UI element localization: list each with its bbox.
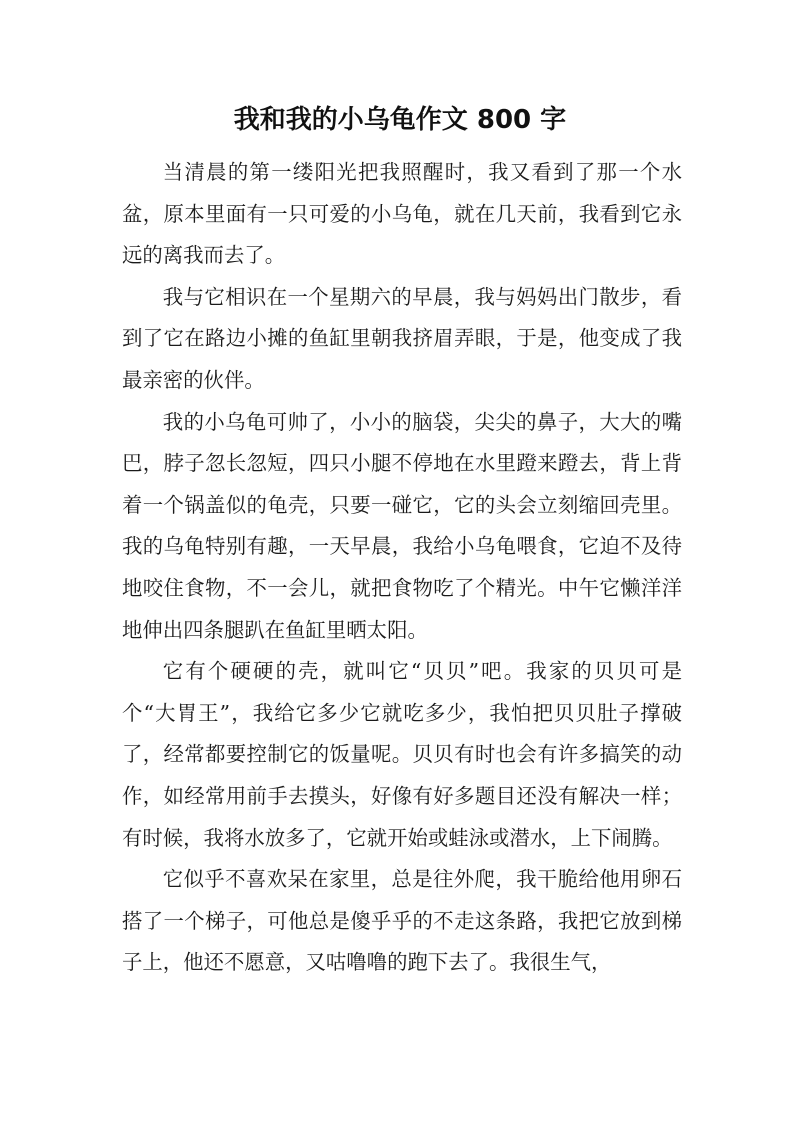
paragraph-2: 我与它相识在一个星期六的早晨，我与妈妈出门散步，看到了它在路边小摊的鱼缸里朝我挤眉弄眼，于是，他变成了我最亲密的伙伴。	[122, 284, 682, 392]
document-body	[122, 152, 682, 984]
paragraph-3: 我的小乌龟可帅了，小小的脑袋，尖尖的鼻子，大大的嘴巴，脖子忽长忽短，四只小腿不停地在水里蹬来蹬去，背上背着一个锅盖似的龟壳，只要一碰它，它的头会立刻缩回壳里。我的乌龟特别有趣，一天早晨，我给小乌龟喂食，它迫不及待地咬住食物，不一会儿，就把食物吃了个精光。中午它懒洋洋地伸出四条腿趴在鱼缸里晒太阳。	[122, 409, 682, 642]
paragraph-1: 当清晨的第一缕阳光把我照醒时，我又看到了那一个水盆，原本里面有一只可爱的小乌龟，就在几天前，我看到它永远的离我而去了。	[122, 160, 682, 268]
document-title: 我和我的小乌龟作文 800 字	[233, 105, 567, 135]
paragraph-4: 它有个硬硬的壳，就叫它“贝贝”吧。我家的贝贝可是个“大胃王”，我给它多少它就吃多少，我怕把贝贝肚子撑破了，经常都要控制它的饭量呢。贝贝有时也会有许多搞笑的动作，如经常用前手去摸头，好像有好多题目还没有解决一样；有时候，我将水放多了，它就开始或蛙泳或潜水，上下闹腾。	[122, 659, 682, 850]
paragraph-5: 它似乎不喜欢呆在家里，总是往外爬，我干脆给他用卵石搭了一个梯子，可他总是傻乎乎的不走这条路，我把它放到梯子上，他还不愿意，又咕噜噜的跑下去了。我很生气，	[122, 867, 682, 975]
